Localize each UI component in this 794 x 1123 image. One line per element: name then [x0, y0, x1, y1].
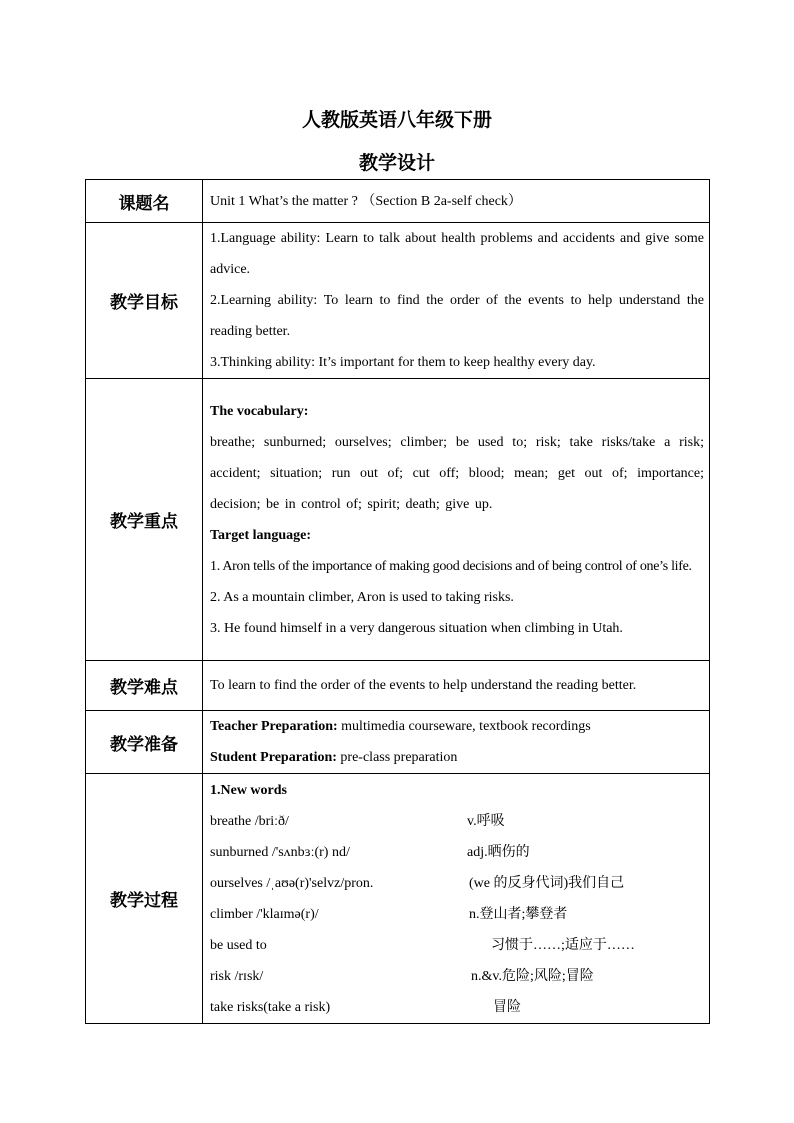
vocab-entry [210, 930, 704, 961]
row-key-points [86, 379, 710, 661]
difficulty-text: To learn to find the order of the events to help understand the reading better. [210, 678, 637, 693]
label-difficulty: 教学难点 [86, 661, 203, 711]
teacher-preparation-text: multimedia courseware, textbook recordings [341, 719, 591, 734]
vocab-text: breathe; sunburned; ourselves; climber; be used to; risk; take risks/take a risk; accident; situation; run out of; cut off; blood; mean; get out of; importance; decision; be in control of; spirit; death; give up. [210, 434, 704, 512]
row-process [86, 774, 710, 1024]
label-process: 教学过程 [86, 774, 203, 1024]
vocab-meaning: adj.晒伤的 [467, 844, 530, 860]
target-item: 3. He found himself in a very dangerous situation when climbing in Utah. [210, 620, 623, 636]
vocab-entry [210, 837, 704, 868]
vocab-word: be used to [210, 937, 267, 953]
vocab-entry [210, 961, 704, 992]
row-topic [86, 180, 710, 223]
teacher-preparation [210, 711, 704, 742]
teacher-preparation-label: Teacher Preparation: [210, 719, 338, 734]
objective-item: 3.Thinking ability: It’s important for them to keep healthy every day. [210, 355, 596, 370]
lesson-plan-table [85, 179, 710, 1024]
vocab-heading: The vocabulary: [210, 403, 309, 419]
topic-text: Unit 1 What’s the matter ? （Section B 2a-self check） [210, 193, 522, 209]
objective-item: 2.Learning ability: To learn to find the order of the events to help understand the reading better. [210, 293, 704, 339]
vocab-meaning: v.呼吸 [467, 813, 505, 829]
vocab-meaning: 习惯于……;适应于…… [491, 937, 635, 953]
student-preparation-label: Student Preparation: [210, 750, 337, 765]
target-item: 1. Aron tells of the importance of making good decisions and of being control of one’s life. [210, 558, 692, 574]
vocab-meaning: 冒险 [493, 999, 521, 1015]
vocab-entry [210, 992, 704, 1023]
label-objectives: 教学目标 [86, 223, 203, 379]
label-topic: 课题名 [86, 180, 203, 223]
vocab-meaning: n.&v.危险;风险;冒险 [471, 968, 594, 984]
label-key-points: 教学重点 [86, 379, 203, 661]
new-words-heading: 1.New words [210, 782, 287, 798]
student-preparation [210, 742, 704, 773]
row-difficulty [86, 661, 710, 711]
document-subtitle: 教学设计 [358, 152, 435, 174]
student-preparation-text: pre-class preparation [340, 750, 458, 765]
vocab-word: sunburned /'sʌnbɜː(r) nd/ [210, 844, 350, 860]
document-title: 人教版英语八年级下册 [301, 109, 492, 131]
vocab-entry [210, 806, 704, 837]
vocab-entry [210, 868, 704, 899]
vocab-entry [210, 899, 704, 930]
vocab-word: take risks(take a risk) [210, 999, 331, 1015]
vocab-meaning: (we 的反身代词)我们自己 [469, 875, 625, 891]
target-heading: Target language: [210, 527, 311, 543]
row-objectives [86, 223, 710, 379]
vocab-word: breathe /briːð/ [210, 813, 289, 829]
vocab-word: ourselves /ˌaʊə(r)'selvz/pron. [210, 875, 374, 891]
objective-item: 1.Language ability: Learn to talk about health problems and accidents and give some advice. [210, 231, 704, 277]
vocab-meaning: n.登山者;攀登者 [469, 906, 568, 922]
label-preparation: 教学准备 [86, 711, 203, 774]
vocab-word: risk /rɪsk/ [210, 968, 264, 984]
target-item: 2. As a mountain climber, Aron is used to taking risks. [210, 589, 514, 605]
vocab-word: climber /'klaɪmə(r)/ [210, 906, 319, 922]
row-preparation [86, 711, 710, 774]
